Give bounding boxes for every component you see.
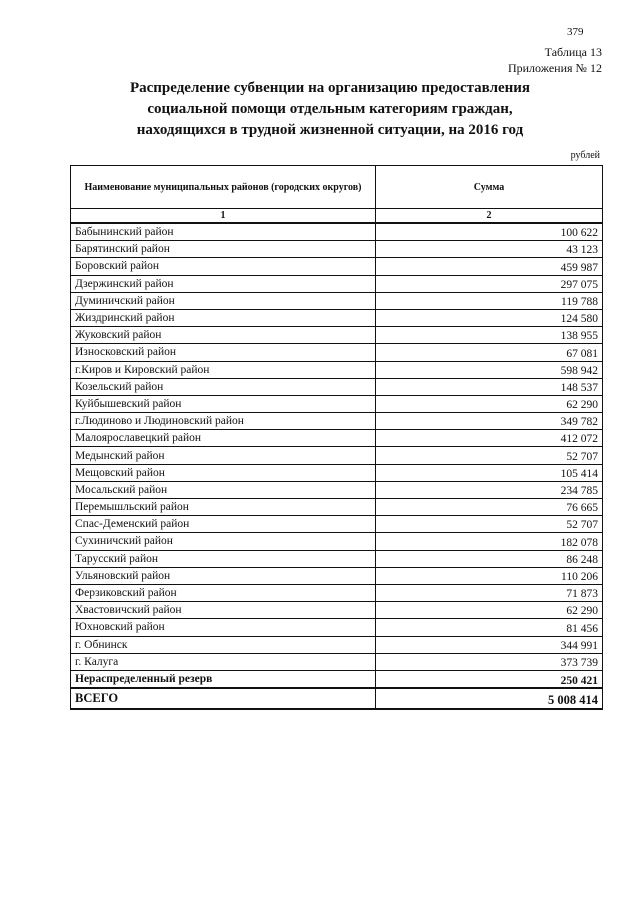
amount-value: 81 456 (376, 619, 603, 636)
column-number: 1 (71, 209, 376, 224)
municipality-name: Юхновский район (71, 619, 376, 636)
document-title (90, 78, 570, 141)
table-row (71, 241, 603, 258)
distribution-table (70, 165, 603, 710)
municipality-name: Думиничский район (71, 292, 376, 309)
table-row (71, 584, 603, 601)
municipality-name: г.Людиново и Людиновский район (71, 413, 376, 430)
table-row (71, 499, 603, 516)
table-row (71, 636, 603, 653)
reserve-row (71, 670, 603, 688)
municipality-name: Бабынинский район (71, 223, 376, 241)
table-row (71, 653, 603, 670)
table-row (71, 567, 603, 584)
column-number-row (71, 209, 603, 224)
municipality-name: Барятинский район (71, 241, 376, 258)
table-row (71, 344, 603, 361)
amount-value: 412 072 (376, 430, 603, 447)
amount-value: 234 785 (376, 481, 603, 498)
amount-value: 71 873 (376, 584, 603, 601)
municipality-name: г. Калуга (71, 653, 376, 670)
table-body (71, 223, 603, 670)
column-number: 2 (376, 209, 603, 224)
title-line: находящихся в трудной жизненной ситуации, на 2016 год (136, 122, 524, 138)
amount-value: 110 206 (376, 567, 603, 584)
total-row (71, 688, 603, 709)
table-row (71, 447, 603, 464)
municipality-name: г.Киров и Кировский район (71, 361, 376, 378)
municipality-name: Козельский район (71, 378, 376, 395)
table-row (71, 464, 603, 481)
table-row (71, 602, 603, 619)
reserve-name: Нераспределенный резерв (71, 670, 376, 688)
table-row (71, 327, 603, 344)
header-amount: Сумма (376, 166, 603, 209)
municipality-name: Жиздринский район (71, 309, 376, 326)
municipality-name: Ферзиковский район (71, 584, 376, 601)
table-header-row (71, 166, 603, 209)
municipality-name: Мосальский район (71, 481, 376, 498)
title-line: социальной помощи отдельным категориям граждан, (147, 101, 513, 117)
municipality-name: Хвастовичский район (71, 602, 376, 619)
table-row (71, 258, 603, 275)
total-amount: 5 008 414 (376, 688, 603, 709)
total-name: ВСЕГО (71, 688, 376, 709)
municipality-name: Мещовский район (71, 464, 376, 481)
table-row (71, 395, 603, 412)
table-row (71, 516, 603, 533)
table-row (71, 309, 603, 326)
amount-value: 459 987 (376, 258, 603, 275)
municipality-name: Дзержинский район (71, 275, 376, 292)
amount-value: 297 075 (376, 275, 603, 292)
municipality-name: Тарусский район (71, 550, 376, 567)
amount-value: 105 414 (376, 464, 603, 481)
municipality-name: Ульяновский район (71, 567, 376, 584)
municipality-name: Перемышльский район (71, 499, 376, 516)
table-label: Таблица 13 (544, 45, 602, 59)
municipality-name: Сухиничский район (71, 533, 376, 550)
units-label: рублей (570, 150, 600, 161)
amount-value: 62 290 (376, 602, 603, 619)
table-row (71, 619, 603, 636)
table-row (71, 361, 603, 378)
table-row (71, 533, 603, 550)
amount-value: 43 123 (376, 241, 603, 258)
reserve-amount: 250 421 (376, 670, 603, 688)
amount-value: 598 942 (376, 361, 603, 378)
amount-value: 148 537 (376, 378, 603, 395)
amount-value: 119 788 (376, 292, 603, 309)
municipality-name: Куйбышевский район (71, 395, 376, 412)
table-row (71, 275, 603, 292)
title-line: Распределение субвенции на организацию предоставления (129, 80, 531, 96)
municipality-name: г. Обнинск (71, 636, 376, 653)
amount-value: 344 991 (376, 636, 603, 653)
table-row (71, 430, 603, 447)
amount-value: 182 078 (376, 533, 603, 550)
amount-value: 124 580 (376, 309, 603, 326)
amount-value: 52 707 (376, 516, 603, 533)
header-municipality: Наименование муниципальных районов (городских округов) (71, 166, 376, 209)
table-row (71, 481, 603, 498)
table-row (71, 223, 603, 241)
amount-value: 349 782 (376, 413, 603, 430)
municipality-name: Малоярославецкий район (71, 430, 376, 447)
appendix-label: Приложения № 12 (507, 61, 602, 75)
amount-value: 62 290 (376, 395, 603, 412)
amount-value: 138 955 (376, 327, 603, 344)
municipality-name: Спас-Деменский район (71, 516, 376, 533)
municipality-name: Боровский район (71, 258, 376, 275)
amount-value: 67 081 (376, 344, 603, 361)
amount-value: 100 622 (376, 223, 603, 241)
table-row (71, 413, 603, 430)
amount-value: 76 665 (376, 499, 603, 516)
table-row (71, 292, 603, 309)
amount-value: 52 707 (376, 447, 603, 464)
amount-value: 373 739 (376, 653, 603, 670)
table-row (71, 550, 603, 567)
amount-value: 86 248 (376, 550, 603, 567)
page-number: 379 (567, 26, 584, 38)
municipality-name: Жуковский район (71, 327, 376, 344)
table-row (71, 378, 603, 395)
municipality-name: Медынский район (71, 447, 376, 464)
municipality-name: Износковский район (71, 344, 376, 361)
